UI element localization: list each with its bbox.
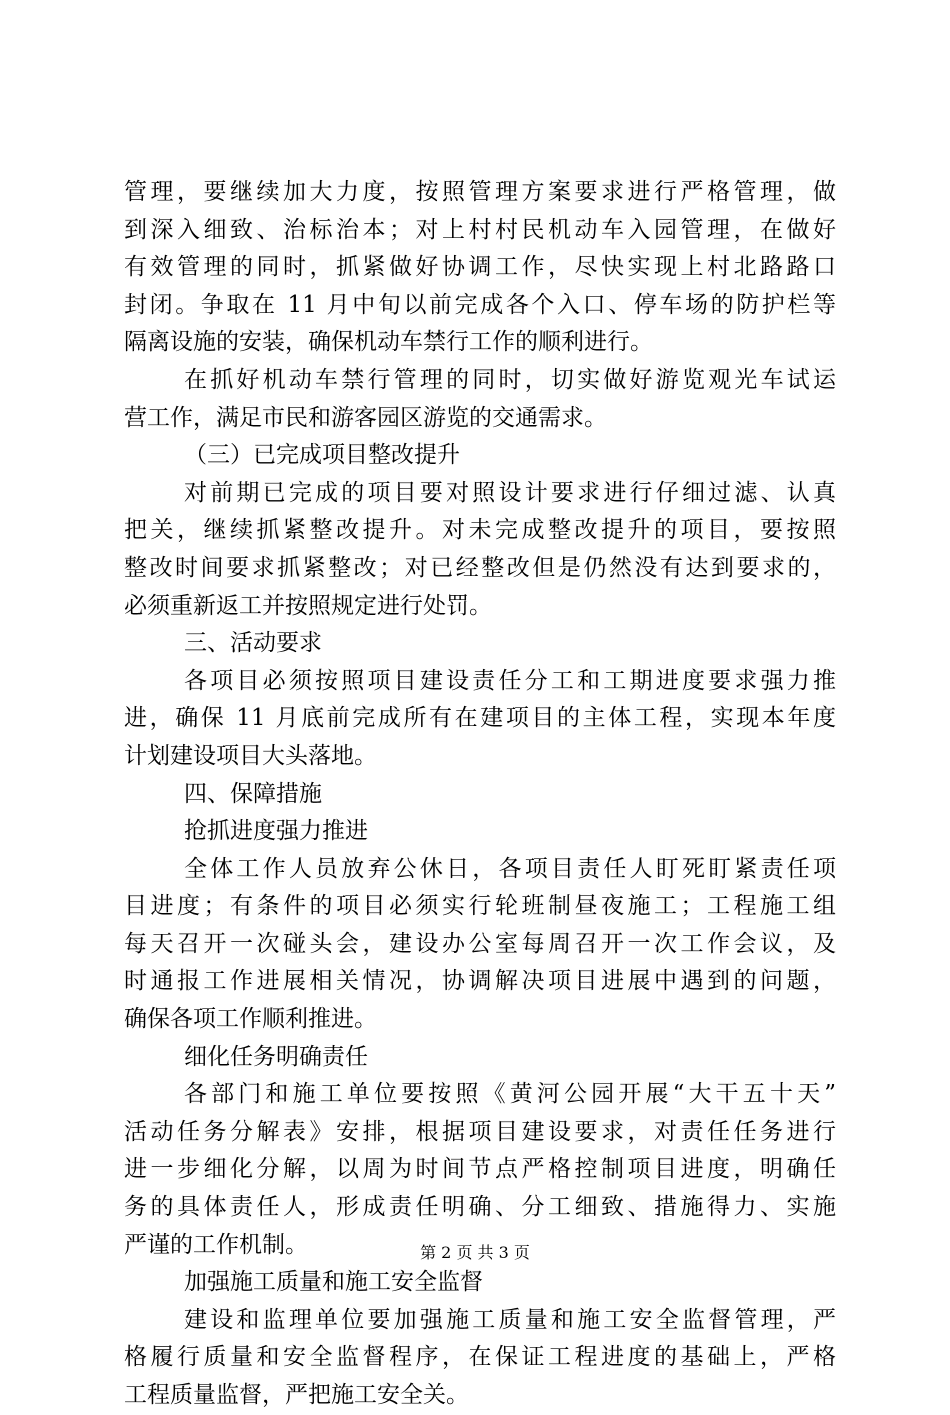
text-line: 三、活动要求 — [184, 630, 322, 657]
text-line: 全体工作人员放弃公休日，各项目责任人盯死盯紧责任项 — [184, 855, 836, 882]
text-line: 封闭。争取在 11 月中旬以前完成各个入口、停车场的防护栏等 — [124, 291, 836, 318]
text-line: 整改时间要求抓紧整改；对已经整改但是仍然没有达到要求的， — [124, 554, 836, 581]
text-line: 细化任务明确责任 — [184, 1043, 368, 1070]
text-line: （三）已完成项目整改提升 — [184, 442, 460, 469]
text-line: 活动任务分解表》安排，根据项目建设要求，对责任任务进行 — [124, 1118, 836, 1145]
text-line: 到深入细致、治标治本；对上村村民机动车入园管理，在做好 — [124, 216, 836, 243]
text-line: 严谨的工作机制。 — [124, 1231, 308, 1258]
text-line: 对前期已完成的项目要对照设计要求进行仔细过滤、认真 — [184, 479, 836, 506]
text-line: 格履行质量和安全监督程序，在保证工程进度的基础上，严格 — [124, 1344, 836, 1371]
text-line: 加强施工质量和施工安全监督 — [184, 1269, 483, 1296]
text-line: 营工作，满足市民和游客园区游览的交通需求。 — [124, 404, 607, 431]
body-text — [124, 174, 836, 1415]
text-line: 四、保障措施 — [184, 780, 322, 807]
text-line: 务的具体责任人，形成责任明确、分工细致、措施得力、实施 — [124, 1194, 836, 1221]
text-line: 抢抓进度强力推进 — [184, 818, 368, 845]
text-line: 各部门和施工单位要按照《黄河公园开展“大干五十天” — [184, 1081, 836, 1108]
text-line: 进，确保 11 月底前完成所有在建项目的主体工程，实现本年度 — [124, 705, 836, 732]
text-line: 工程质量监督，严把施工安全关。 — [124, 1382, 469, 1408]
text-line: 管理，要继续加大力度，按照管理方案要求进行严格管理，做 — [124, 179, 836, 205]
text-line: 每天召开一次碰头会，建设办公室每周召开一次工作会议，及 — [124, 930, 836, 957]
text-line: 目进度；有条件的项目必须实行轮班制昼夜施工；工程施工组 — [124, 893, 836, 920]
text-line: 必须重新返工并按照规定进行处罚。 — [124, 592, 492, 619]
text-line: 隔离设施的安装，确保机动车禁行工作的顺利进行。 — [124, 329, 653, 356]
text-line: 计划建设项目大头落地。 — [124, 742, 377, 769]
page-footer: 第 2 页 共 3 页 — [420, 1243, 530, 1262]
text-line: 把关，继续抓紧整改提升。对未完成整改提升的项目，要按照 — [124, 517, 836, 544]
text-line: 各项目必须按照项目建设责任分工和工期进度要求强力推 — [184, 667, 836, 694]
text-line: 在抓好机动车禁行管理的同时，切实做好游览观光车试运 — [184, 366, 836, 393]
text-line: 进一步细化分解，以周为时间节点严格控制项目进度，明确任 — [124, 1156, 836, 1183]
text-line: 时通报工作进展相关情况，协调解决项目进展中遇到的问题， — [124, 968, 836, 995]
text-line: 确保各项工作顺利推进。 — [124, 1006, 377, 1033]
text-line: 建设和监理单位要加强施工质量和施工安全监督管理，严 — [184, 1306, 836, 1333]
text-line: 有效管理的同时，抓紧做好协调工作，尽快实现上村北路路口 — [124, 254, 836, 281]
